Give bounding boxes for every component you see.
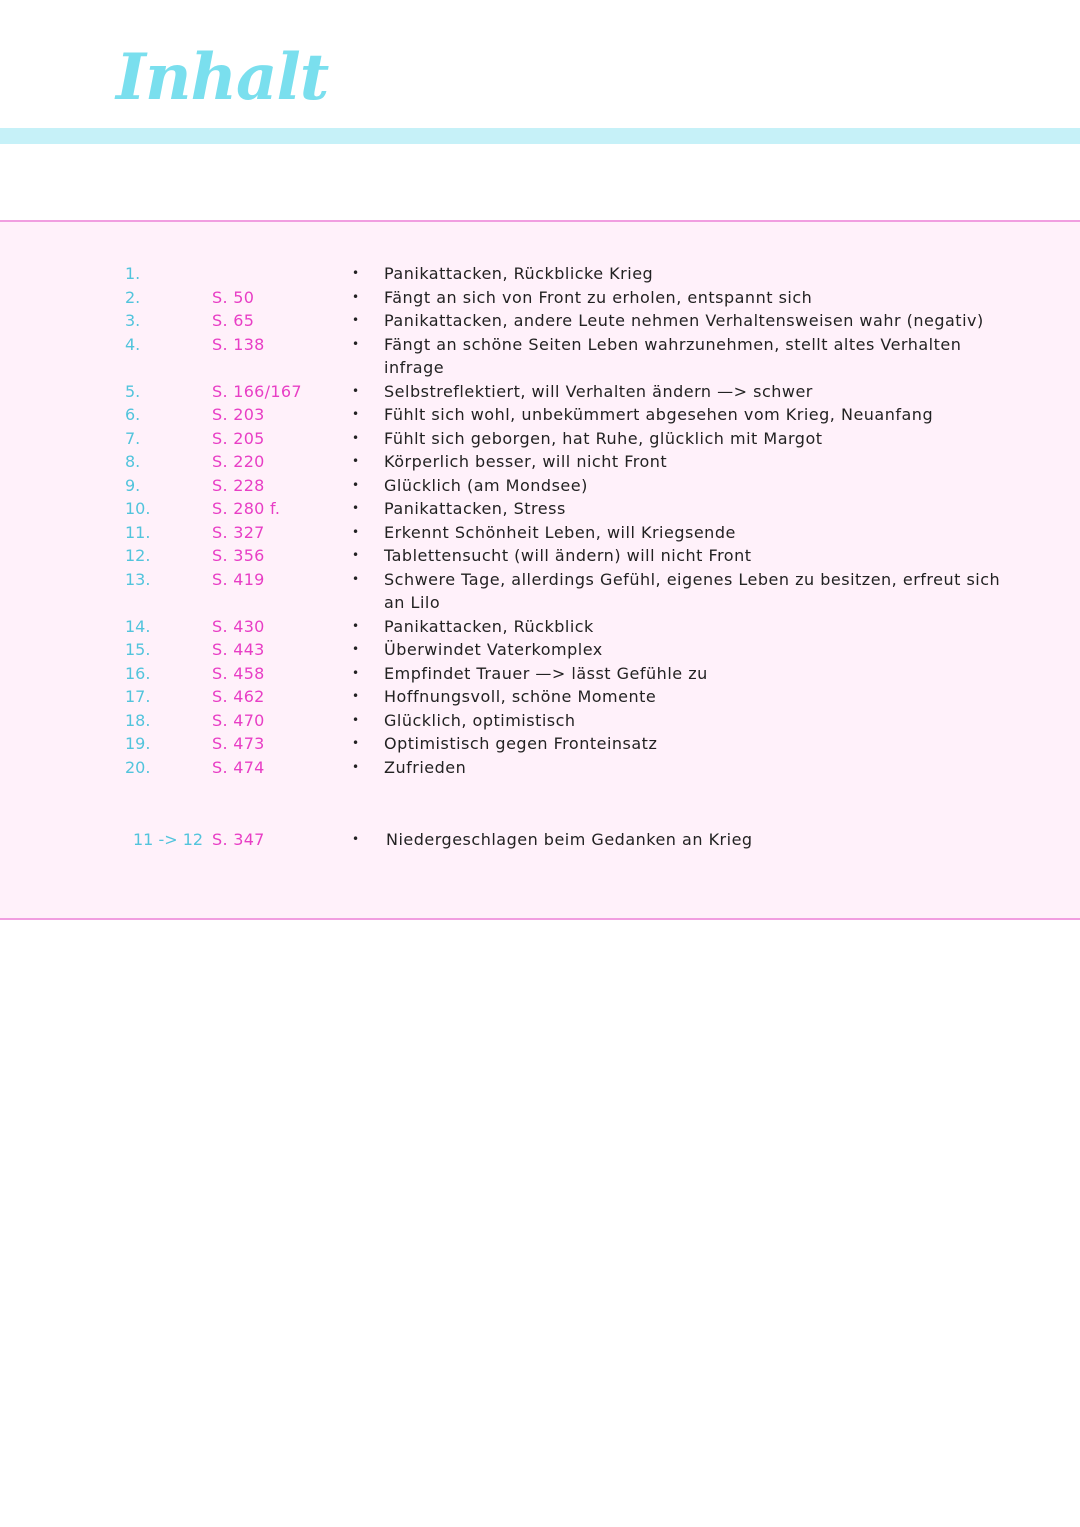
entry-text: Glücklich, optimistisch — [384, 710, 576, 730]
bullet-icon: • — [352, 548, 360, 562]
bullet-icon: • — [352, 736, 360, 750]
list-item — [0, 309, 1080, 333]
entry-number: 11 -> 12 — [133, 830, 204, 849]
entry-text: Panikattacken, andere Leute nehmen Verhaltensweisen wahr (negativ) — [384, 311, 984, 330]
entry-page: S. 470 — [212, 710, 265, 730]
list-item — [0, 497, 1080, 521]
entry-text: Überwindet Vaterkomplex — [384, 640, 603, 659]
content-panel — [0, 220, 1080, 920]
entry-text: Tablettensucht (will ändern) will nicht Front — [384, 546, 752, 565]
entry-page: S. 166/167 — [212, 381, 302, 401]
bullet-icon: • — [352, 618, 360, 633]
entry-number: 10. — [125, 499, 151, 518]
entry-text: Fühlt sich wohl, unbekümmert abgesehen vom Krieg, Neuanfang — [384, 405, 934, 424]
list-item — [0, 756, 1080, 780]
entry-number: 15. — [125, 640, 151, 659]
bullet-icon: • — [352, 571, 360, 586]
list-item — [0, 521, 1080, 545]
entry-text: Körperlich besser, will nicht Front — [384, 452, 668, 471]
entry-text: Panikattacken, Rückblick — [384, 616, 594, 636]
list-item — [0, 286, 1080, 310]
list-item — [0, 380, 1080, 404]
bullet-icon: • — [352, 501, 360, 515]
contents-list — [0, 262, 1080, 779]
entry-number: 5. — [125, 381, 141, 401]
list-item — [0, 450, 1080, 474]
list-item — [0, 333, 1080, 380]
bullet-icon: • — [352, 477, 360, 492]
entry-text: Optimistisch gegen Fronteinsatz — [384, 734, 658, 753]
entry-number: 2. — [125, 287, 141, 307]
entry-text: Selbstreflektiert, will Verhalten ändern —> schwer — [384, 381, 813, 401]
bullet-icon: • — [352, 642, 360, 656]
entry-number: 14. — [125, 616, 151, 636]
entry-text: Panikattacken, Rückblicke Krieg — [384, 264, 654, 283]
entry-number: 17. — [125, 687, 151, 706]
bullet-icon: • — [352, 524, 360, 539]
list-item — [0, 732, 1080, 756]
entry-text: Fühlt sich geborgen, hat Ruhe, glücklich mit Margot — [384, 428, 823, 448]
entry-number: 8. — [125, 452, 141, 471]
entry-text: Hoffnungsvoll, schöne Momente — [384, 687, 657, 706]
entry-text: Panikattacken, Stress — [384, 499, 566, 518]
entry-text: Schwere Tage, allerdings Gefühl, eigenes Leben zu besitzen, erfreut sich an Lilo — [384, 569, 1001, 612]
bullet-icon: • — [352, 430, 360, 445]
list-item — [0, 662, 1080, 686]
entry-page: S. 419 — [212, 569, 265, 589]
list-item — [0, 685, 1080, 709]
entry-number: 7. — [125, 428, 141, 448]
entry-number: 13. — [125, 569, 151, 589]
bullet-icon: • — [352, 665, 360, 680]
entry-number: 9. — [125, 475, 141, 495]
entry-text: Empfindet Trauer —> lässt Gefühle zu — [384, 663, 708, 683]
entry-number: 12. — [125, 546, 151, 565]
entry-page: S. 280 f. — [212, 499, 281, 518]
bullet-icon: • — [352, 689, 360, 703]
page-title: Inhalt — [116, 40, 329, 115]
entry-text: Erkennt Schönheit Leben, will Kriegsende — [384, 522, 736, 542]
entry-number: 20. — [125, 757, 151, 777]
entry-number: 18. — [125, 710, 151, 730]
entry-page: S. 228 — [212, 475, 265, 495]
entry-text: Glücklich (am Mondsee) — [384, 475, 588, 495]
entry-page: S. 430 — [212, 616, 265, 636]
entry-page: S. 203 — [212, 405, 265, 424]
entry-number: 1. — [125, 264, 141, 283]
list-item — [0, 568, 1080, 615]
entry-number: 3. — [125, 311, 141, 330]
entry-number: 19. — [125, 734, 151, 753]
list-item — [0, 427, 1080, 451]
bullet-icon: • — [352, 383, 360, 398]
entry-page: S. 205 — [212, 428, 265, 448]
extra-entry — [0, 828, 1080, 852]
entry-text: Fängt an sich von Front zu erholen, entspannt sich — [384, 287, 813, 307]
bullet-icon: • — [352, 454, 360, 468]
entry-number: 16. — [125, 663, 151, 683]
entry-page: S. 462 — [212, 687, 265, 706]
entry-page: S. 65 — [212, 311, 255, 330]
bullet-icon: • — [352, 712, 360, 727]
entry-page: S. 50 — [212, 287, 255, 307]
bullet-icon: • — [352, 313, 360, 327]
entry-page: S. 474 — [212, 757, 265, 777]
entry-page: S. 356 — [212, 546, 265, 565]
entry-number: 11. — [125, 522, 151, 542]
list-item — [0, 615, 1080, 639]
list-item — [0, 638, 1080, 662]
bullet-icon: • — [352, 407, 360, 421]
entry-page: S. 347 — [212, 830, 265, 849]
entry-text: Zufrieden — [384, 757, 467, 777]
entry-number: 4. — [125, 334, 141, 354]
entry-page: S. 138 — [212, 334, 265, 354]
entry-text: Niedergeschlagen beim Gedanken an Krieg — [386, 830, 753, 849]
entry-text: Fängt an schöne Seiten Leben wahrzunehmen, stellt altes Verhalten infrage — [384, 334, 962, 377]
entry-page: S. 220 — [212, 452, 265, 471]
bullet-icon: • — [352, 832, 360, 846]
entry-page: S. 443 — [212, 640, 265, 659]
list-item — [0, 262, 1080, 286]
bullet-icon: • — [352, 336, 360, 351]
list-item — [0, 474, 1080, 498]
bullet-icon: • — [352, 266, 360, 280]
entry-page: S. 327 — [212, 522, 265, 542]
entry-number: 6. — [125, 405, 141, 424]
list-item — [0, 709, 1080, 733]
bullet-icon: • — [352, 289, 360, 304]
header-divider-band — [0, 128, 1080, 144]
entry-page: S. 458 — [212, 663, 265, 683]
bullet-icon: • — [352, 759, 360, 774]
list-item — [0, 403, 1080, 427]
entry-page: S. 473 — [212, 734, 265, 753]
list-item — [0, 544, 1080, 568]
